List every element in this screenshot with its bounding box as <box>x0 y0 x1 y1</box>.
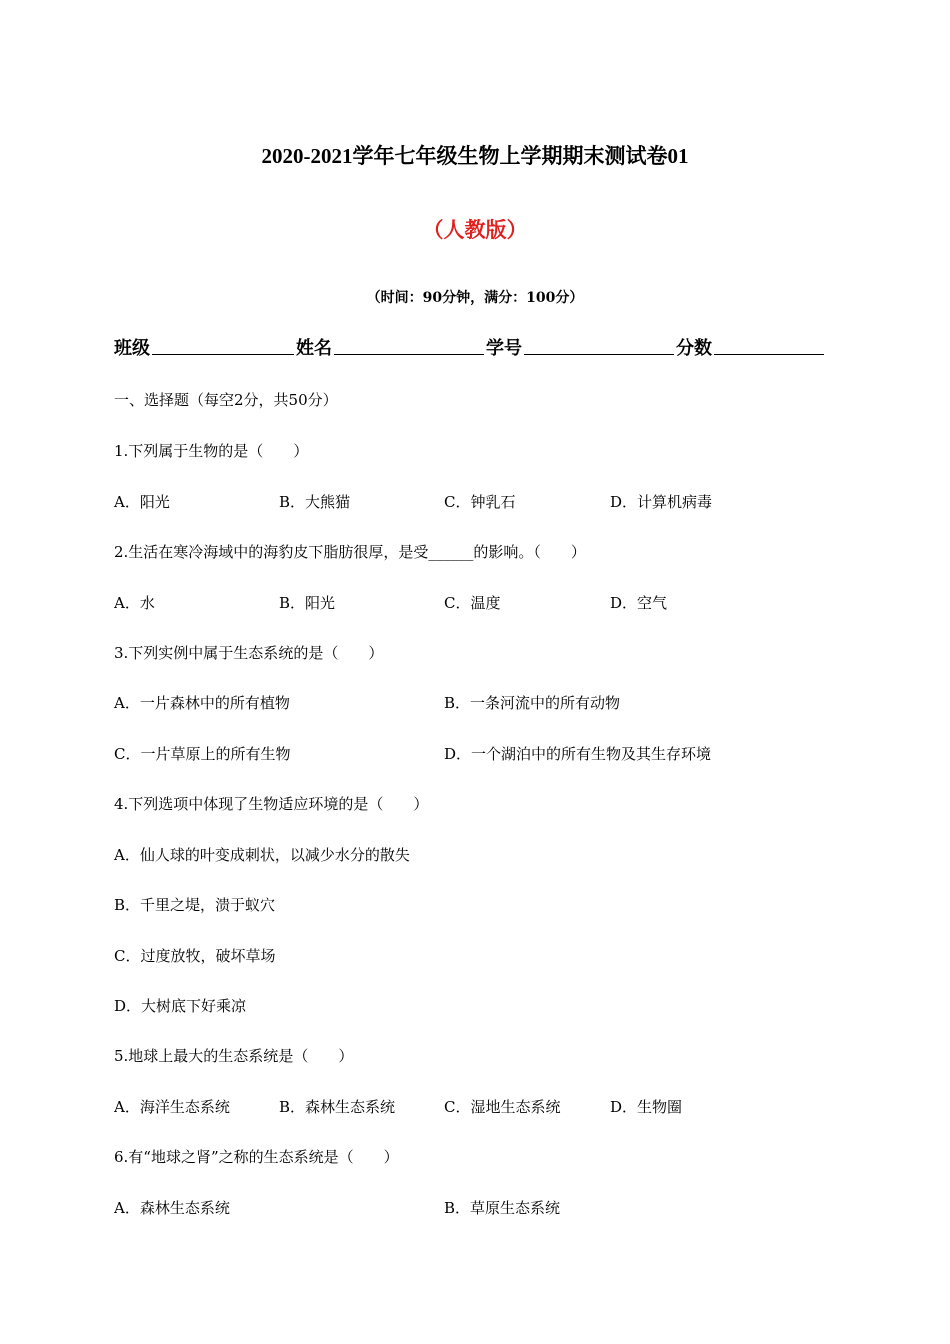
class-label: 班级 <box>114 338 150 359</box>
q2-option-a: A．水 <box>114 594 155 612</box>
question-2-stem: 2.生活在寒冷海域中的海豹皮下脂肪很厚，是受______的影响。（ ） <box>114 543 586 561</box>
edition-label: （人教版） <box>422 217 528 242</box>
q5-option-a: A．海洋生态系统 <box>114 1098 230 1116</box>
q3-option-b: B．一条河流中的所有动物 <box>444 694 621 712</box>
q6-option-a: A．森林生态系统 <box>114 1199 230 1217</box>
q3-option-d: D．一个湖泊中的所有生物及其生存环境 <box>444 745 712 763</box>
name-label: 姓名 <box>296 338 332 359</box>
q4-option-b: B．千里之堤，溃于蚁穴 <box>114 896 276 914</box>
q3-option-a: A．一片森林中的所有植物 <box>114 694 290 712</box>
q4-option-a: A．仙人球的叶变成刺状，以减少水分的散失 <box>114 846 410 864</box>
time-info: （时间：90分钟，满分：100分） <box>366 290 584 306</box>
q5-option-b: B．森林生态系统 <box>279 1098 396 1116</box>
question-6-stem: 6.有“地球之肾”之称的生态系统是（ ） <box>114 1148 399 1166</box>
class-blank <box>152 334 294 355</box>
question-5-stem: 5.地球上最大的生态系统是（ ） <box>114 1047 354 1065</box>
student-id-blank <box>524 334 674 355</box>
q6-option-b: B．草原生态系统 <box>444 1199 561 1217</box>
question-3-stem: 3.下列实例中属于生态系统的是（ ） <box>114 644 384 662</box>
q5-option-d: D．生物圈 <box>610 1098 683 1116</box>
section-heading: 一、选择题（每空2分，共50分） <box>114 391 338 409</box>
q2-option-c: C．温度 <box>444 594 501 612</box>
q2-option-b: B．阳光 <box>279 594 336 612</box>
score-blank <box>714 334 824 355</box>
q3-option-c: C．一片草原上的所有生物 <box>114 745 291 763</box>
q1-option-d: D．计算机病毒 <box>610 493 713 511</box>
q1-option-a: A．阳光 <box>114 493 170 511</box>
q1-option-b: B．大熊猫 <box>279 493 351 511</box>
q2-option-d: D．空气 <box>610 594 668 612</box>
question-4-stem: 4.下列选项中体现了生物适应环境的是（ ） <box>114 795 429 813</box>
exam-title: 2020-2021学年七年级生物上学期期末测试卷01 <box>261 144 689 168</box>
q4-option-d: D．大树底下好乘凉 <box>114 997 247 1015</box>
student-info-line <box>114 334 826 360</box>
q5-option-c: C．湿地生态系统 <box>444 1098 561 1116</box>
q4-option-c: C．过度放牧，破坏草场 <box>114 947 276 965</box>
student-id-label: 学号 <box>486 338 522 359</box>
score-label: 分数 <box>676 338 712 359</box>
name-blank <box>334 334 484 355</box>
question-1-stem: 1.下列属于生物的是（ ） <box>114 442 309 460</box>
q1-option-c: C．钟乳石 <box>444 493 516 511</box>
